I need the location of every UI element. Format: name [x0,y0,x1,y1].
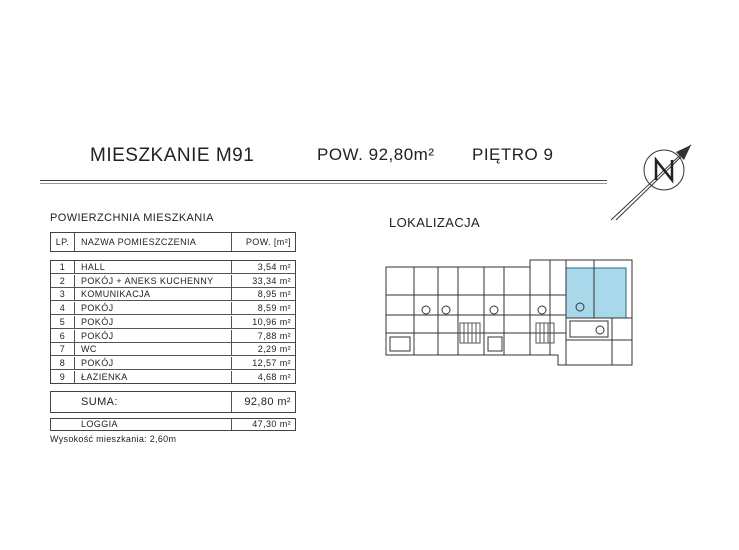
apartment-title: MIESZKANIE M91 [90,145,255,166]
row-lp: 8 [51,357,75,369]
column-lp: LP. [51,233,75,251]
loggia-label: LOGGIA [81,419,118,429]
floor-plan-drawing [380,255,640,370]
row-lp: 1 [51,261,75,273]
location-floor-plan [380,255,640,370]
table-row [51,343,295,356]
sum-value: 92,80 m² [231,392,295,412]
table-row [51,288,295,301]
row-area: 33,34 m² [231,275,295,287]
row-area: 2,29 m² [231,343,295,355]
row-lp: 5 [51,316,75,328]
row-name: POKÓJ [81,330,114,341]
row-name: POKÓJ [81,357,114,368]
row-name: POKÓJ [81,303,114,314]
row-name: HALL [81,262,106,272]
row-area: 10,96 m² [231,316,295,328]
column-area: POW. [m²] [231,233,295,251]
header-divider [40,180,607,181]
apartment-floor: PIĘTRO 9 [472,145,554,164]
row-name: KOMUNIKACJA [81,289,151,300]
surface-table [50,260,296,384]
surface-section-title: POWIERZCHNIA MIESZKANIA [50,212,214,224]
table-row [51,330,295,343]
table-row [51,357,295,370]
sum-row [50,391,296,413]
row-area: 4,68 m² [231,371,295,384]
sum-label: SUMA: [81,396,118,408]
row-lp: 3 [51,288,75,300]
table-row [51,275,295,288]
row-area: 3,54 m² [231,261,295,273]
row-lp: 4 [51,302,75,314]
row-area: 8,95 m² [231,288,295,300]
row-area: 12,57 m² [231,357,295,369]
row-name: ŁAZIENKA [81,371,128,382]
header-divider-secondary [40,183,607,184]
table-row [51,371,295,384]
row-lp: 2 [51,275,75,287]
apartment-area: POW. 92,80m² [317,145,435,164]
column-name: NAZWA POMIESZCZENIA [81,237,197,247]
north-arrow-icon [606,140,696,225]
row-lp: 7 [51,343,75,355]
table-row [51,261,295,274]
row-lp: 6 [51,330,75,342]
row-area: 8,59 m² [231,302,295,314]
row-area: 7,88 m² [231,330,295,342]
row-name: POKÓJ [81,316,114,327]
row-lp: 9 [51,371,75,384]
table-row [51,316,295,329]
loggia-row [50,418,296,431]
surface-table-header [50,232,296,252]
row-name: POKÓJ + ANEKS KUCHENNY [81,275,214,286]
location-title: LOKALIZACJA [389,215,481,230]
row-name: WC [81,344,97,355]
apartment-height-note: Wysokość mieszkania: 2,60m [50,434,177,444]
loggia-value: 47,30 m² [231,419,295,430]
table-row [51,302,295,315]
